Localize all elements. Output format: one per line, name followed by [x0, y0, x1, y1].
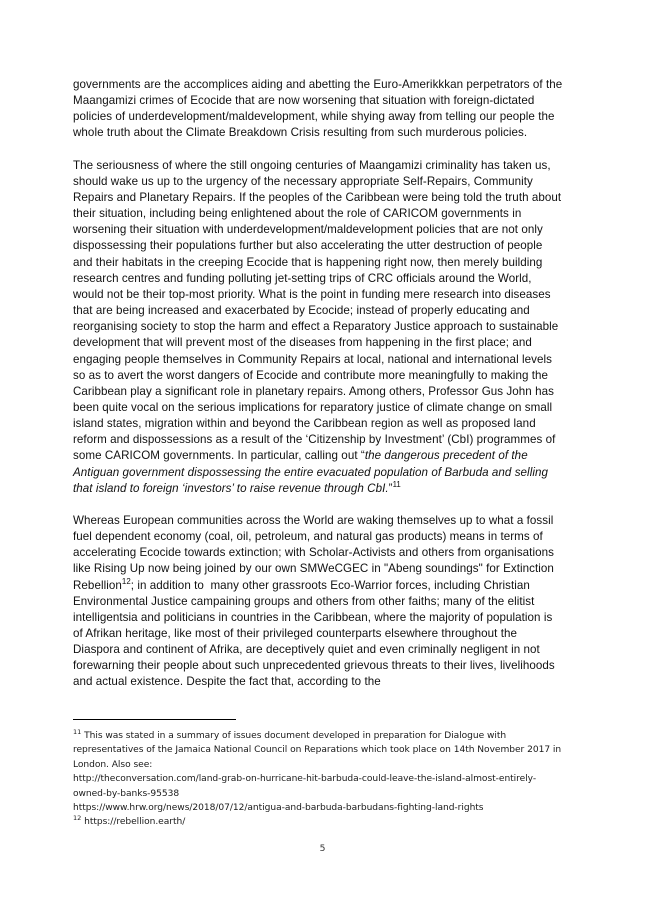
- footnote-number-12: 12: [73, 814, 82, 823]
- footnote-item: [73, 801, 565, 815]
- body-paragraph-2: [73, 158, 565, 497]
- footnote-url-theconversation[interactable]: http://theconversation.com/land-grab-on-hurricane-hit-barbuda-could-leave-the-island-almost-entirely-owned-by-banks-95538: [73, 774, 537, 799]
- footnote-reference-12[interactable]: 12: [121, 576, 131, 586]
- footnote-url-rebellion[interactable]: https://rebellion.earth/: [84, 817, 186, 828]
- body-paragraph-1: governments are the accomplices aiding and abetting the Euro-Amerikkkan perpetrators of the Maangamizi crimes of Ecocide that are now worsening that situation with foreign-dictated policies of underdevelopment/maldevelopment, while shying away from telling our people the whole truth about the Climate Breakdown Crisis resulting from such murderous policies.: [73, 78, 566, 140]
- page-number: 5: [319, 843, 326, 854]
- footnote-url-hrw[interactable]: https://www.hrw.org/news/2018/07/12/antigua-and-barbuda-barbudans-fighting-land-rights: [73, 803, 484, 814]
- paragraph-2-italic-quote: the dangerous precedent of the Antiguan government dispossessing the entire evacuated population of Barbuda and selling that island to foreign ‘investors’ to raise revenue through CbI.: [73, 449, 552, 495]
- footnote-item: [73, 772, 565, 801]
- paragraph-3-text-part-b: ; in addition to many other grassroots Eco-Warrior forces, including Christian Environmental Justice campaining groups and others from other faiths; many of the elitist intelligentsia and politicians in countries in the Caribbean, where the majority of population is of Afrikan heritage, like most of their privileged counterparts elsewhere throughout the Diaspora and continent of Afrika, are deceptively quiet and even criminally negligent in not forewarning their people about such unprecedented grievous threats to their lives, livelihoods and actual existence. Despite the fact that, according to the: [73, 578, 559, 689]
- footnote-item: [73, 729, 565, 772]
- body-paragraph-3: [73, 513, 565, 691]
- footnote-reference-11[interactable]: 11: [392, 479, 401, 489]
- footnote-number-11: 11: [73, 727, 82, 736]
- paragraph-2-lead-text: The seriousness of where the still ongoing centuries of Maangamizi criminality has taken us, should wake us up to the urgency of the necessary appropriate Self-Repairs, Community Repairs and Planetary Repairs. If the peoples of the Caribbean were being told the truth about their situation, including being enlightened about the role of CARICOM governments in worsening their situation with underdevelopment/maldevelopment policies that are not only dispossessing their populations further but also accelerating the utter destruction of people and their habitats in the creeping Ecocide that is happening right now, then merely building research centres and funding polluting jet-setting trips of CRC officials around the World, would not be their top-most priority. What is the point in funding mere research into diseases that are being increased and exacerbated by Ecocide; instead of properly educating and reorganising society to stop the harm and effect a Reparatory Justice approach to sustainable development that will prevent most of the diseases from happening in the first place; and engaging people themselves in Community Repairs at local, national and international levels so as to avert the worst dangers of Ecocide and contribute more meaningfully to making the Caribbean play a significant role in planetary repairs. Among others, Professor Gus John has been quite vocal on the serious implications for reparatory justice of climate change on small island states, migration within and beyond the Caribbean region as well as proposed land reform and dispossessions as a result of the ‘Citizenship by Investment’ (CbI) programmes of some CARICOM governments. In particular, calling out “: [73, 158, 565, 463]
- footnote-text: This was stated in a summary of issues document developed in preparation for Dialogue with representatives of the Jamaica National Council on Reparations which took place on 14th November 2017 in London. Also see:: [73, 731, 564, 770]
- page-body-text: [73, 77, 565, 691]
- footnote-section: [73, 719, 565, 830]
- paragraph-2-quote-close: ”: [388, 481, 393, 495]
- paragraph-3-text-part-a: Whereas European communities across the World are waking themselves up to what a fossil fuel dependent economy (coal, oil, petroleum, and natural gas products) means in terms of accelerating Ecocide towards extinction; with Scholar-Activists and others from organisations like Rising Up now being joined by our own SMWeCGEC in "Abeng soundings" for Extinction Rebellion: [73, 513, 558, 592]
- footnote-separator-rule: [73, 719, 236, 720]
- footnote-item: [73, 815, 565, 829]
